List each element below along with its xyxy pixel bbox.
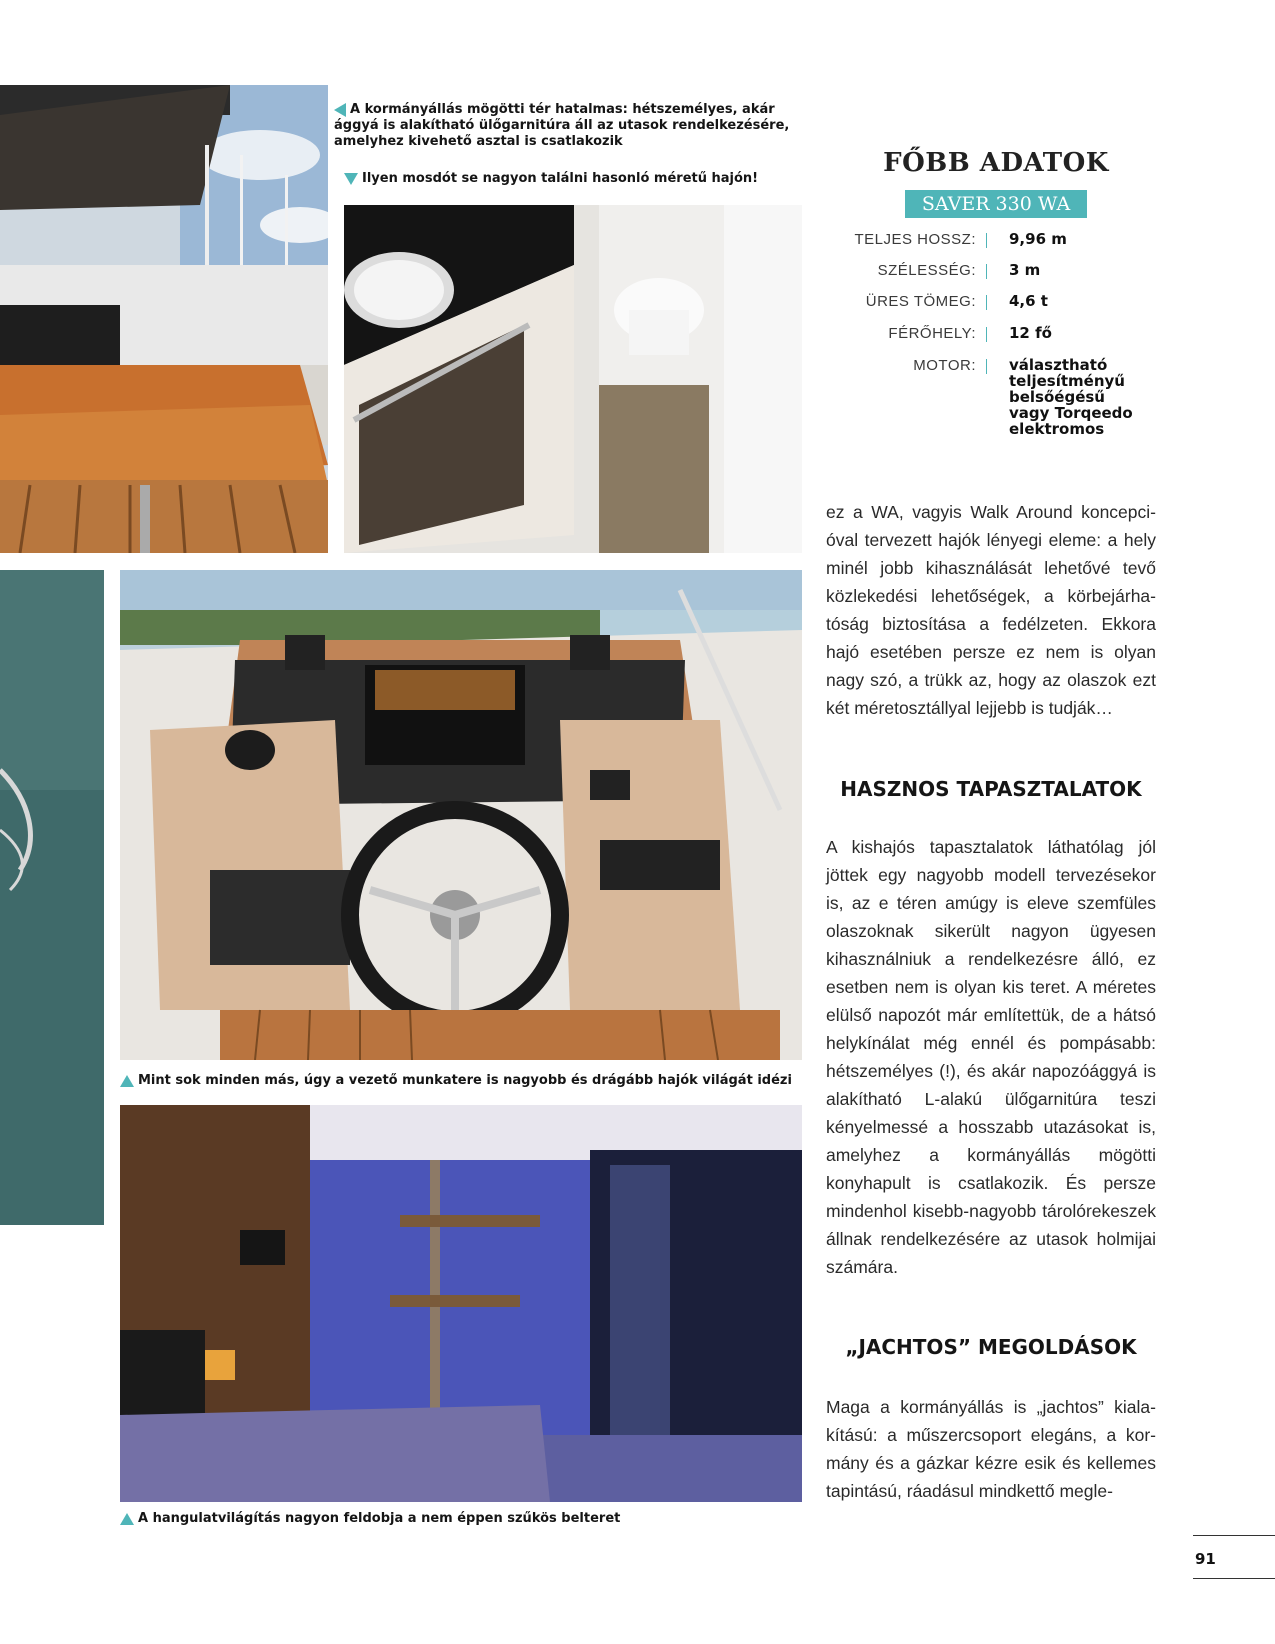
- page-number-rule-top: [1193, 1535, 1275, 1536]
- spec-label: MOTOR:: [913, 357, 976, 374]
- caption-lighting-text: A hangulatvilágítás nagyon feldobja a nem éppen szűkös belteret: [138, 1511, 621, 1526]
- spec-separator: [986, 327, 987, 342]
- heading-yacht-solutions: „JACHTOS” MEGOLDÁSOK: [845, 1335, 1137, 1359]
- spec-separator: [986, 233, 987, 248]
- spec-value: választható teljesítményű belsőégésű vagy Torqeedo elektromos: [1009, 356, 1133, 438]
- specs-model-badge: SAVER 330 WA: [905, 190, 1087, 218]
- article-paragraph-1: A kishajós tapasztalatok láthatólag jól jöttek egy nagyobb modell tervezésekor is, az e téren amúgy is eleve szemfüles olaszoknak sikerült nagyon ügyesen kihasználniuk a rendelkezésre álló, ez esetben nem is olyan kis teret. A méretes elülső napozót már említettük, de a hátsó helykínálat még ennél és pompásabb: hétszemélyes (!), és akár napozóággyá is alakítható L-alakú ülőgarnitúra teszi kényelmessé a hosszabb utazásokat is, amelyhez a kormányállás mögötti konyhapult is csatlakozik. És persze mindenhol kisebb-nagyobb tárolórekeszek állnak rendelkezésére az utasok holmijai számára.: [826, 837, 1156, 1277]
- triangle-down-icon: [344, 173, 358, 185]
- sea-photo: [0, 570, 104, 1225]
- spec-label: FÉRŐHELY:: [888, 325, 976, 342]
- page-number: 91: [1195, 1550, 1216, 1568]
- heading-useful-experience: HASZNOS TAPASZTALATOK: [840, 777, 1142, 801]
- triangle-left-icon: [334, 103, 346, 117]
- caption-helm: [120, 1073, 802, 1089]
- triangle-up-icon: [120, 1513, 134, 1525]
- caption-aft-area: [334, 102, 804, 150]
- caption-washbasin-text: Ilyen mosdót se nagyon találni hasonló méretű hajón!: [362, 171, 759, 186]
- spec-separator: [986, 264, 987, 279]
- aft-deck-photo: [0, 85, 328, 553]
- spec-value: 12 fő: [1009, 324, 1052, 342]
- spec-separator: [986, 295, 987, 310]
- specs-title: FŐBB ADATOK: [883, 148, 1109, 178]
- spec-separator: [986, 359, 987, 374]
- page-number-rule-bottom: [1193, 1578, 1275, 1579]
- helm-station-photo: [120, 570, 802, 1060]
- washroom-photo: [344, 205, 802, 553]
- article-intro: ez a WA, vagyis Walk Around koncepcióval tervezett hajók lényegi eleme: a hely minél jobb kihasználását lehetővé tevő közlekedési lehetőségek, a körbejárhatóság biztosítása a fedélzeten. Ekkora hajó esetében persze ez nem is olyan nagy szó, a trükk az, hogy az olaszok ezt két méretosztállyal lejjebb is tudják…: [826, 502, 1156, 718]
- caption-lighting: [120, 1511, 802, 1527]
- caption-washbasin: [344, 171, 804, 187]
- cabin-interior-photo: [120, 1105, 802, 1502]
- spec-value: 4,6 t: [1009, 292, 1048, 310]
- spec-label: ÜRES TÖMEG:: [865, 293, 976, 310]
- spec-label: TELJES HOSSZ:: [854, 231, 976, 248]
- spec-label: SZÉLESSÉG:: [877, 262, 976, 279]
- spec-value: 3 m: [1009, 261, 1041, 279]
- article-paragraph-2: Maga a kormányállás is „jachtos” kialakítású: a műszercsoport elegáns, a kormány és a gázkar kézre esik és kellemes tapintású, ráadásul mindkettő megle-: [826, 1397, 1156, 1501]
- caption-helm-text: Mint sok minden más, úgy a vezető munkatere is nagyobb és drágább hajók világát idézi: [138, 1073, 792, 1088]
- spec-value: 9,96 m: [1009, 230, 1067, 248]
- caption-aft-area-text: A kormányállás mögötti tér hatalmas: hétszemélyes, akár ággyá is alakítható ülőgarnitúra áll az utasok rendelkezésére, amelyhez kivehető asztal is csatlakozik: [334, 102, 790, 149]
- triangle-up-icon: [120, 1075, 134, 1087]
